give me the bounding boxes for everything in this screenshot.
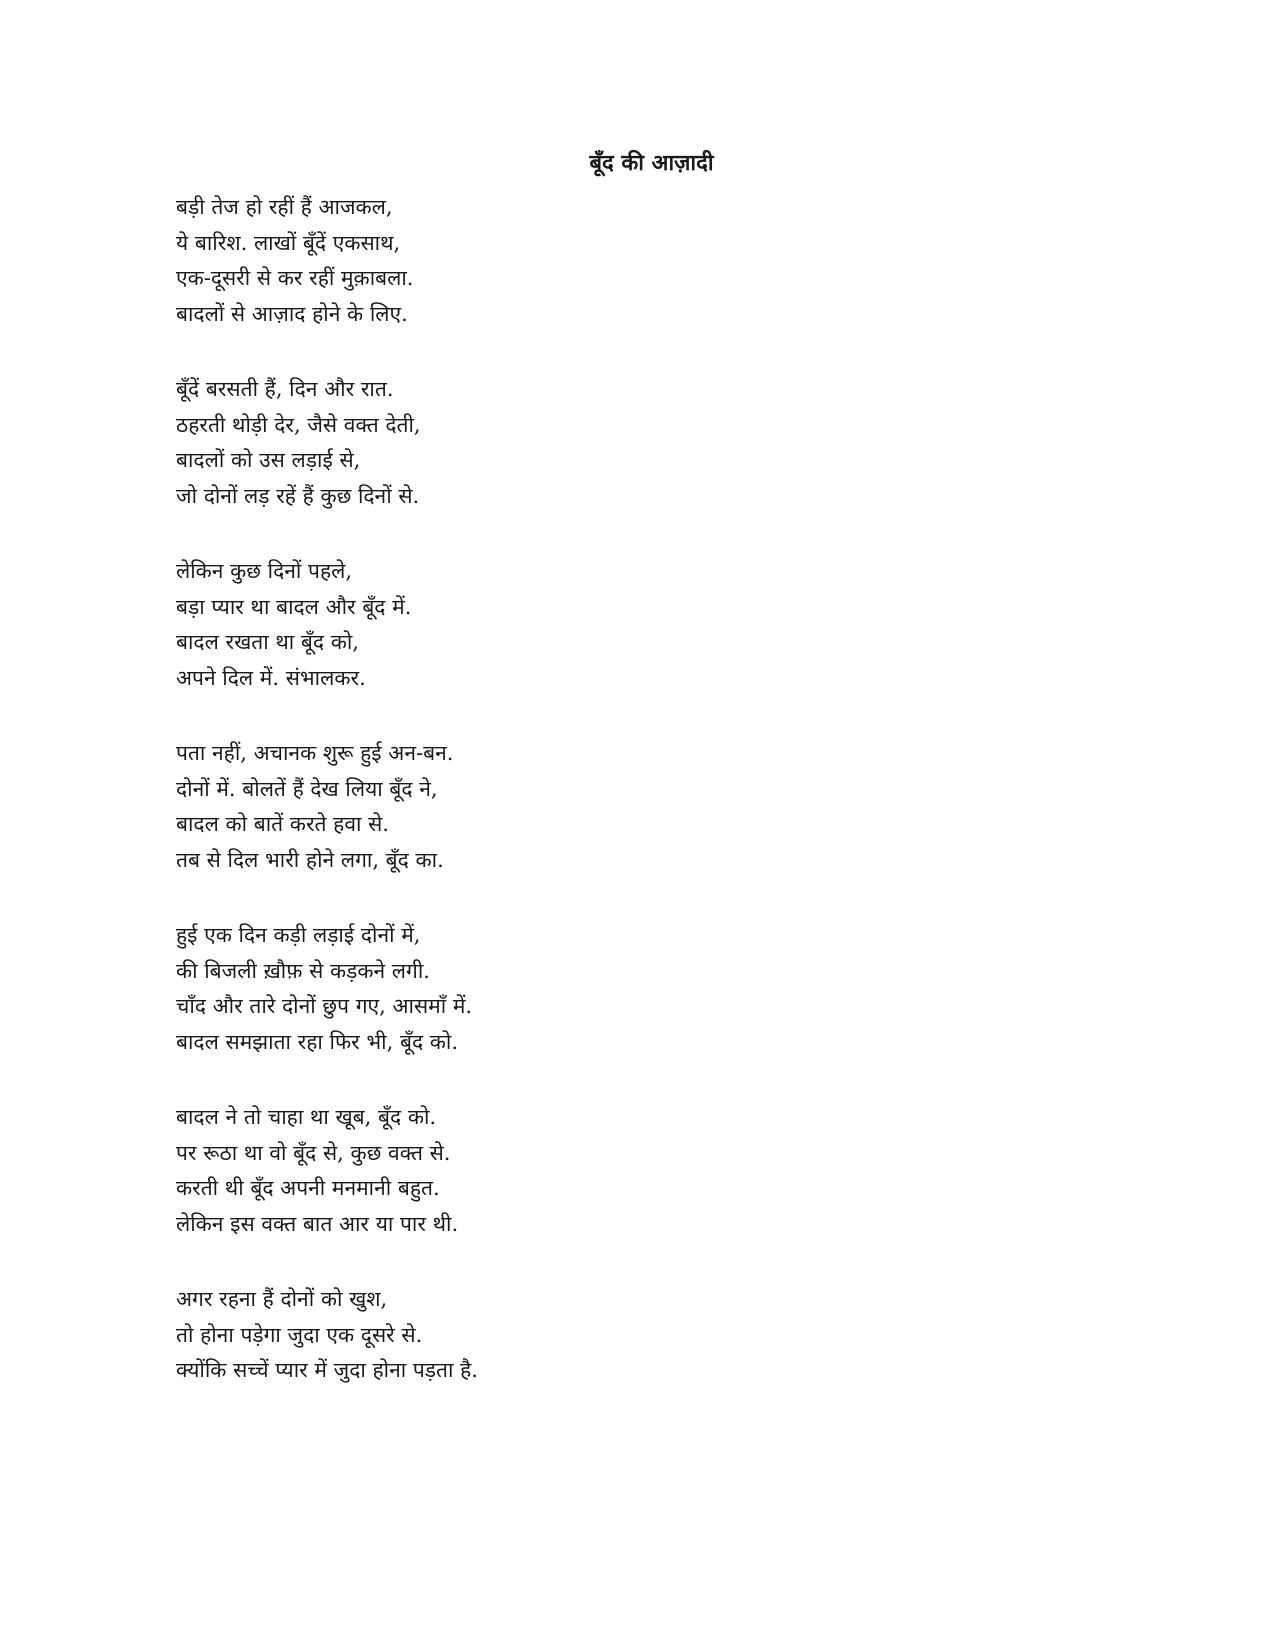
stanza-7 bbox=[176, 1282, 1076, 1389]
stanza-4 bbox=[176, 736, 1076, 878]
poem-line: चाँद और तारे दोनों छुप गए, आसमाँ में. bbox=[176, 994, 473, 1018]
stanza-5 bbox=[176, 918, 1076, 1060]
poem-line: अपने दिल में. संभालकर. bbox=[176, 665, 366, 690]
poem-line: तब से दिल भारी होने लगा, बूँद का. bbox=[176, 847, 444, 872]
poem-line: बादलों को उस लड़ाई से, bbox=[176, 448, 361, 472]
poem-line: तो होना पड़ेगा जुदा एक दूसरे से. bbox=[176, 1322, 423, 1347]
poem-line: लेकिन इस वक्त बात आर या पार थी. bbox=[176, 1211, 459, 1236]
poem-line: पर रूठा था वो बूँद से, कुछ वक्त से. bbox=[176, 1140, 451, 1165]
stanza-2 bbox=[176, 372, 1076, 514]
poem-line: जो दोनों लड़ रहें हैं कुछ दिनों से. bbox=[176, 483, 420, 508]
poem-title: बूँद की आज़ादी bbox=[589, 150, 714, 176]
poem-line: बादल को बातें करते हवा से. bbox=[176, 812, 389, 836]
poem-line: बादल समझाता रहा फिर भी, बूँद को. bbox=[176, 1029, 459, 1054]
stanza-6 bbox=[176, 1100, 1076, 1242]
poem-line: बड़ा प्यार था बादल और बूँद में. bbox=[176, 594, 412, 619]
poem-line: बादल रखता था बूँद को, bbox=[176, 630, 359, 654]
poem-line: पता नहीं, अचानक शुरू हुई अन-बन. bbox=[176, 741, 454, 765]
poem-line: अगर रहना हैं दोनों को खुश, bbox=[176, 1287, 388, 1311]
poem-line: लेकिन कुछ दिनों पहले, bbox=[176, 559, 353, 583]
poem-line: क्योंकि सच्चें प्यार में जुदा होना पड़ता है. bbox=[176, 1358, 478, 1382]
poem-line: ठहरती थोड़ी देर, जैसे वक्त देती, bbox=[176, 412, 421, 437]
poem-line: की बिजली ख़ौफ़ से कड़कने लगी. bbox=[176, 958, 430, 983]
poem-line: हुई एक दिन कड़ी लड़ाई दोनों में, bbox=[176, 923, 421, 947]
poem-body bbox=[176, 190, 1076, 1429]
poem-line: बूँदें बरसती हैं, दिन और रात. bbox=[176, 377, 394, 401]
poem-line: बड़ी तेज हो रहीं हैं आजकल, bbox=[176, 195, 393, 219]
poem-line: ये बारिश. लाखों बूँदें एकसाथ, bbox=[176, 230, 401, 255]
poem-line: करती थी बूँद अपनी मनमानी बहुत. bbox=[176, 1176, 440, 1200]
poem-line: बादल ने तो चाहा था खूब, बूँद को. bbox=[176, 1105, 437, 1129]
poem-line: एक-दूसरी से कर रहीं मुक़ाबला. bbox=[176, 266, 414, 290]
stanza-3 bbox=[176, 554, 1076, 696]
stanza-1 bbox=[176, 190, 1076, 332]
poem-line: बादलों से आज़ाद होने के लिए. bbox=[176, 301, 408, 326]
poem-line: दोनों में. बोलतें हैं देख लिया बूँद ने, bbox=[176, 776, 438, 801]
